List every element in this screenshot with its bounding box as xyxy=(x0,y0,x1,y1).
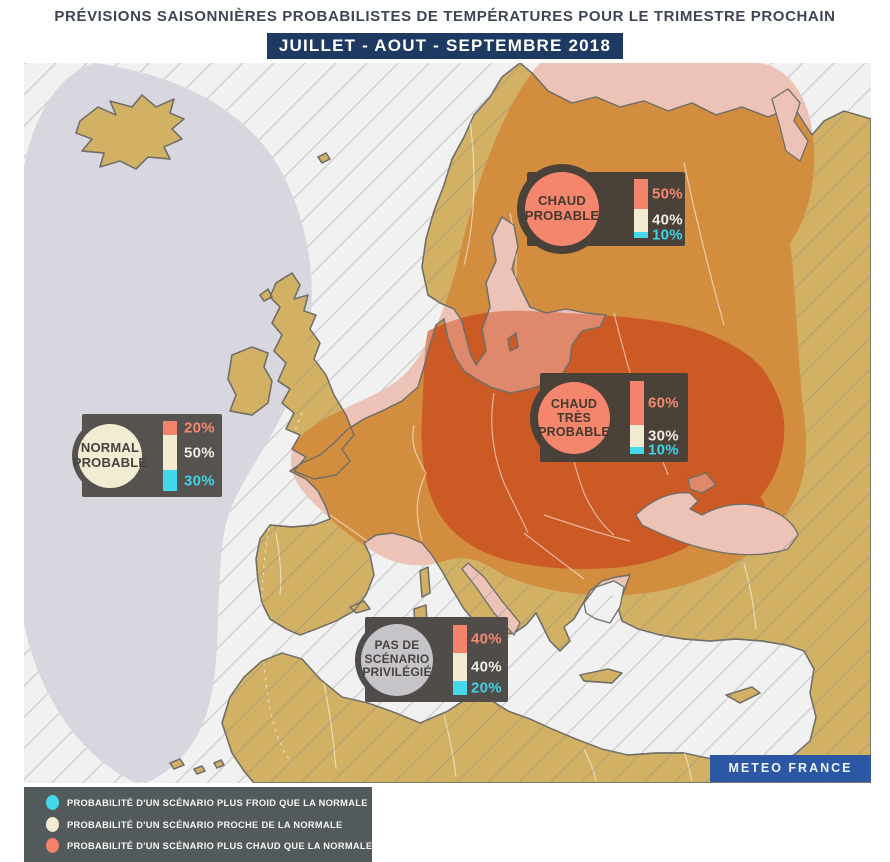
bar-segment-near_normal xyxy=(630,425,644,447)
legend-item-cold xyxy=(24,795,372,811)
scenario-label-line: PROBABLE xyxy=(524,208,600,223)
bar-segment-cold xyxy=(453,681,467,695)
legend-label: PROBABILITÉ D'UN SCÉNARIO PLUS CHAUD QUE LA NORMALE xyxy=(67,841,373,851)
probability-bar xyxy=(630,381,644,454)
probability-value: 10% xyxy=(648,441,679,459)
callout-chaud-probable xyxy=(524,172,685,246)
legend-dot-warm xyxy=(46,838,59,853)
bar-segment-near_normal xyxy=(163,435,177,470)
bar-segment-warm xyxy=(634,179,648,209)
scenario-label-circle xyxy=(361,624,433,696)
bar-segment-warm xyxy=(453,625,467,653)
legend-label: PROBABILITÉ D'UN SCÉNARIO PLUS FROID QUE LA NORMALE xyxy=(67,798,368,808)
probability-value: 10% xyxy=(652,226,683,244)
bar-segment-near_normal xyxy=(634,209,648,233)
bar-segment-cold xyxy=(163,470,177,491)
legend-dot-cold xyxy=(46,795,59,810)
page-title: PRÉVISIONS SAISONNIÈRES PROBABILISTES DE TEMPÉRATURES POUR LE TRIMESTRE PROCHAIN xyxy=(54,8,836,25)
probability-value: 40% xyxy=(471,658,502,676)
probability-bar xyxy=(453,625,467,695)
callout-pas-de-scenario xyxy=(362,617,508,702)
bar-segment-near_normal xyxy=(453,653,467,681)
period-banner: JUILLET - AOUT - SEPTEMBRE 2018 xyxy=(267,33,623,59)
legend-item-warm xyxy=(24,838,372,854)
probability-value: 50% xyxy=(652,185,683,203)
probability-bar xyxy=(163,421,177,491)
legend-dot-near_normal xyxy=(46,817,59,832)
legend-item-near_normal xyxy=(24,817,372,833)
probability-value: 20% xyxy=(184,419,215,437)
scenario-label-line: PROBABLE xyxy=(72,454,148,470)
callout-chaud-tres-probable xyxy=(540,373,688,462)
probability-value: 40% xyxy=(652,211,683,229)
scenario-label-line: TRÈS xyxy=(556,410,592,425)
probability-value: 30% xyxy=(648,427,679,445)
scenario-label-circle xyxy=(538,382,610,454)
scenario-label-line: CHAUD xyxy=(538,193,586,209)
bar-segment-warm xyxy=(163,421,177,435)
scenario-label-line: NORMAL xyxy=(80,439,140,455)
callout-normal-probable xyxy=(72,414,222,497)
legend-label: PROBABILITÉ D'UN SCÉNARIO PROCHE DE LA NORMALE xyxy=(67,819,343,830)
scenario-label-circle xyxy=(72,424,148,488)
scenario-label-circle xyxy=(525,172,599,246)
probability-value: 60% xyxy=(648,394,679,412)
probability-value: 40% xyxy=(471,630,502,648)
scenario-label-line: SCÉNARIO xyxy=(364,651,430,666)
meteo-france-badge: METEO FRANCE xyxy=(710,755,871,782)
bar-segment-cold xyxy=(634,232,648,238)
probability-value: 50% xyxy=(184,444,215,461)
probability-value: 30% xyxy=(184,472,215,489)
legend-panel xyxy=(24,787,372,862)
probability-value: 20% xyxy=(471,679,502,697)
scenario-label-line: CHAUD xyxy=(550,396,598,411)
scenario-label-line: PAS DE xyxy=(374,638,420,653)
probability-bar xyxy=(634,179,648,238)
bar-segment-cold xyxy=(630,447,644,454)
scenario-label-line: PROBABLE xyxy=(538,424,610,439)
bar-segment-warm xyxy=(630,381,644,425)
scenario-label-line: PRIVILÉGIÉ xyxy=(362,665,432,680)
